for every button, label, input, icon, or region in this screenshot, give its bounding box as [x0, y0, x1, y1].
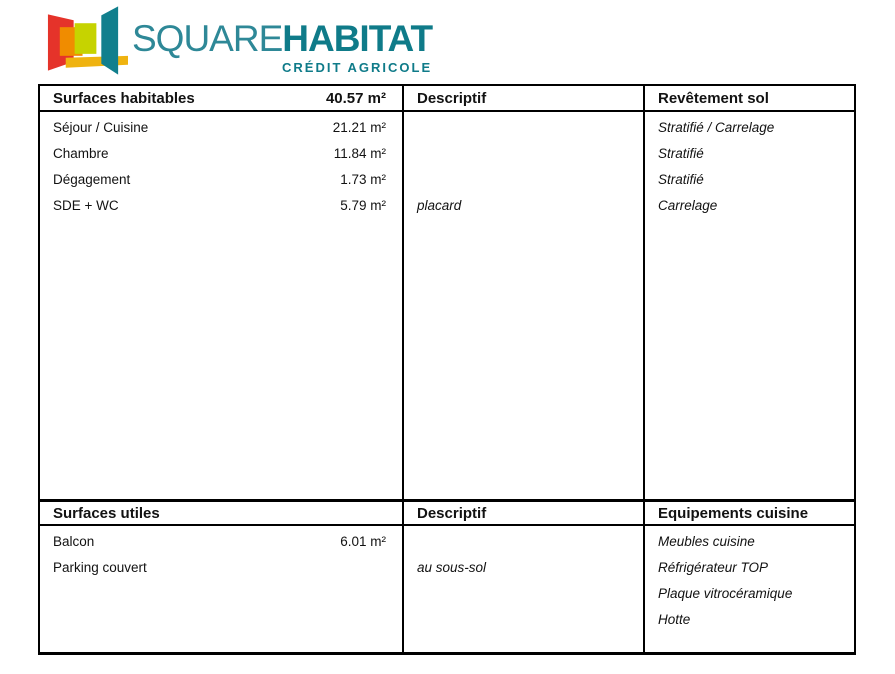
column-descriptif-utiles — [404, 502, 645, 652]
brand-habitat-label: HABITAT — [282, 18, 433, 59]
equipement-value: Plaque vitrocéramique — [658, 585, 793, 601]
room-area: 5.79 m² — [340, 197, 386, 213]
revetement-sol-title: Revêtement sol — [658, 89, 769, 107]
surfaces-habitables-title: Surfaces habitables — [53, 89, 195, 107]
room-label: Parking couvert — [53, 559, 147, 575]
descriptif-utiles-header — [404, 502, 643, 526]
room-area: 6.01 m² — [340, 533, 386, 549]
room-label: SDE + WC — [53, 197, 119, 213]
descriptif-body — [404, 112, 643, 499]
table-row — [645, 528, 854, 554]
table-row — [40, 192, 402, 218]
equipement-value: Réfrigérateur TOP — [658, 559, 769, 575]
descriptif-value: au sous-sol — [417, 559, 487, 575]
section-surfaces-habitables — [40, 86, 854, 499]
table-row — [40, 554, 402, 580]
revetement-sol-body — [645, 112, 854, 499]
table-row — [645, 580, 854, 606]
descriptif-value: placard — [417, 197, 462, 213]
brand-name — [132, 20, 432, 57]
table-row — [645, 166, 854, 192]
column-surfaces-utiles — [40, 502, 404, 652]
revetement-value: Stratifié — [658, 171, 704, 187]
brand-subtitle: CRÉDIT AGRICOLE — [282, 60, 433, 75]
table-row — [40, 114, 402, 140]
revetement-value: Stratifié — [658, 145, 704, 161]
brand-square-label: SQUARE — [132, 18, 283, 59]
room-area: 1.73 m² — [340, 171, 386, 187]
room-area: 11.84 m² — [333, 145, 386, 161]
descriptif-utiles-title: Descriptif — [417, 504, 487, 522]
table-row — [645, 554, 854, 580]
table-row — [645, 114, 854, 140]
descriptif-title: Descriptif — [417, 89, 487, 107]
section-surfaces-utiles — [40, 499, 854, 652]
revetement-value: Stratifié / Carrelage — [658, 119, 775, 135]
room-label: Balcon — [53, 533, 95, 549]
square-habitat-logo — [44, 3, 432, 81]
column-descriptif — [404, 86, 645, 499]
column-surfaces — [40, 86, 404, 499]
surfaces-utiles-body — [40, 526, 402, 652]
equipements-cuisine-body — [645, 526, 854, 652]
equipements-cuisine-title: Equipements cuisine — [658, 504, 809, 522]
table-row — [645, 606, 854, 632]
room-area: 21.21 m² — [332, 119, 386, 135]
room-label: Dégagement — [53, 171, 131, 187]
column-equipements-cuisine — [645, 502, 854, 652]
logo-text — [132, 3, 432, 75]
revetement-value: Carrelage — [658, 197, 718, 213]
revetement-sol-header — [645, 86, 854, 112]
table-row — [404, 554, 643, 580]
logo-green-square-shape — [75, 23, 97, 54]
table-row — [404, 140, 643, 166]
surfaces-utiles-header — [40, 502, 402, 526]
table-row — [645, 140, 854, 166]
table-row — [404, 114, 643, 140]
logo-teal-door-shape — [101, 6, 118, 74]
logo-yellow-bar-shape — [66, 56, 128, 68]
room-label: Chambre — [53, 145, 109, 161]
table-row — [40, 166, 402, 192]
table-row — [645, 192, 854, 218]
descriptif-utiles-body — [404, 526, 643, 652]
surfaces-habitables-body — [40, 112, 402, 499]
surfaces-habitables-header — [40, 86, 402, 112]
surfaces-habitables-total: 40.57 m² — [325, 89, 386, 107]
table-row — [40, 140, 402, 166]
room-label: Séjour / Cuisine — [53, 119, 149, 135]
surfaces-utiles-title: Surfaces utiles — [53, 504, 160, 522]
square-habitat-logo-icon — [44, 3, 128, 81]
equipements-cuisine-header — [645, 502, 854, 526]
equipement-value: Meubles cuisine — [658, 533, 755, 549]
surfaces-table — [38, 84, 856, 655]
descriptif-header — [404, 86, 643, 112]
column-revetement-sol — [645, 86, 854, 499]
table-row — [404, 192, 643, 218]
table-row — [40, 528, 402, 554]
equipement-value: Hotte — [658, 611, 691, 627]
table-row — [404, 528, 643, 554]
table-row — [404, 166, 643, 192]
